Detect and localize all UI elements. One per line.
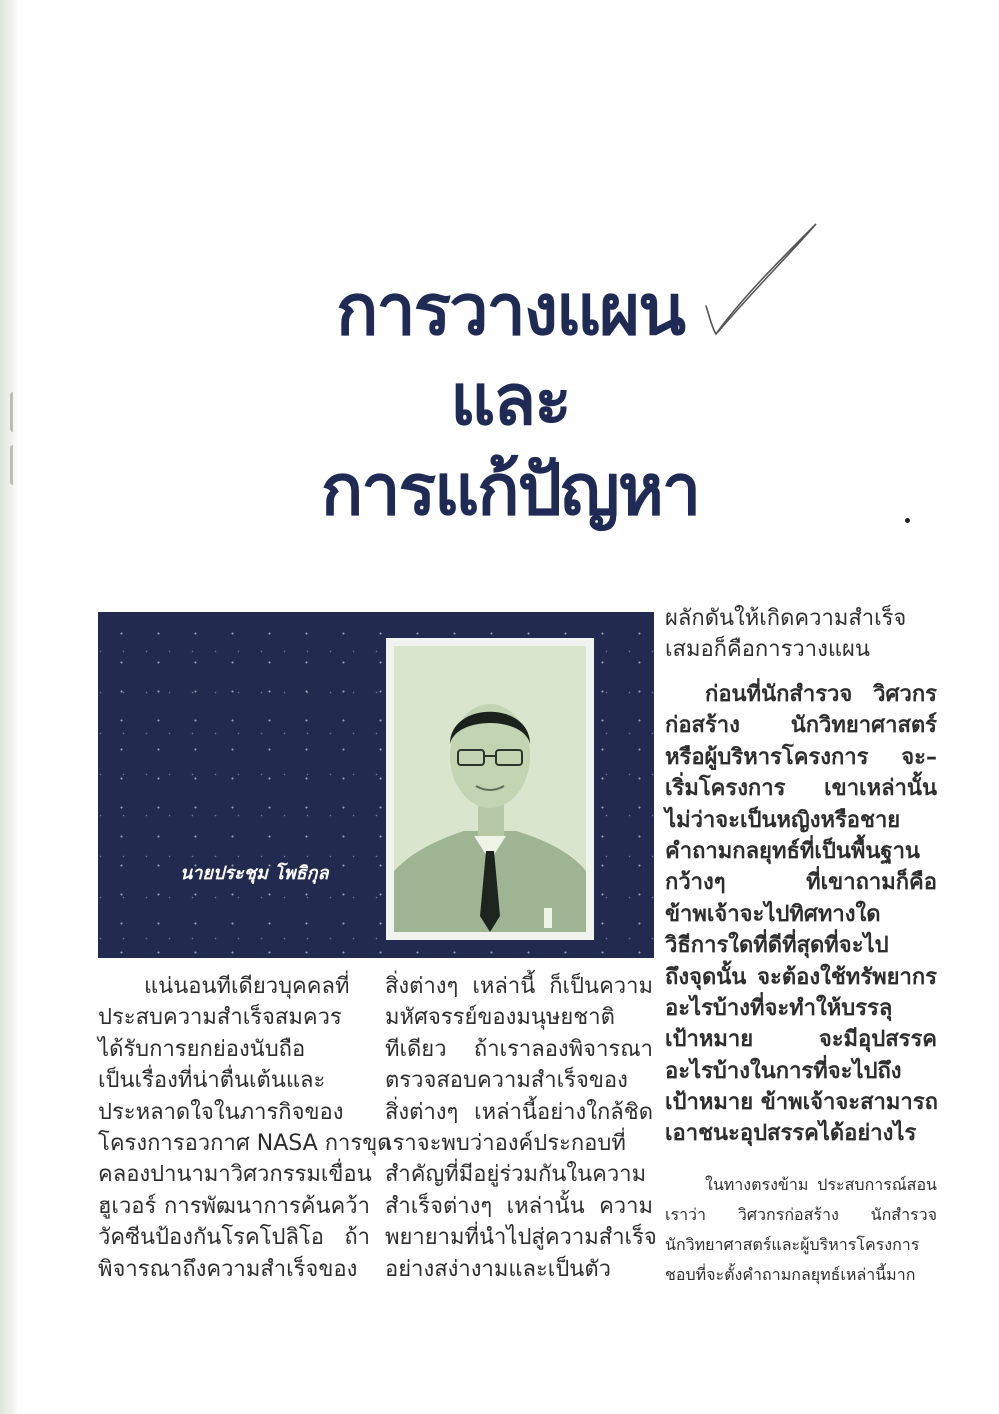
text-line: นักวิทยาศาสตร์และผู้บริหารโครงการ: [665, 1235, 920, 1254]
text-line: ไม่ว่าจะเป็นหญิงหรือชาย: [665, 807, 901, 833]
text-line: วิธีการใดที่ดีที่สุดที่จะไป: [665, 933, 889, 959]
text-line: มหัศจรรย์ของมนุษยชาติ: [385, 1005, 615, 1031]
text-line: อะไรบ้างที่จะทำให้บรรลุ: [665, 995, 893, 1021]
text-line: ถึงจุดนั้น จะต้องใช้ทรัพยากร: [665, 964, 937, 990]
text-line: สำคัญที่มีอยู่ร่วมกันในความ: [385, 1162, 647, 1188]
text-line: ก่อนที่นักสำรวจ วิศวกร: [705, 682, 937, 707]
right-column-small-paragraph: [665, 1170, 937, 1290]
text-line: อย่างสง่างามและเป็นตัว: [385, 1256, 611, 1282]
text-line: ข้าพเจ้าจะไปทิศทางใด: [665, 901, 881, 927]
text-line: ตรวจสอบความสำเร็จของ: [385, 1068, 628, 1094]
text-line: ประสบความสำเร็จสมควร: [98, 1005, 342, 1031]
text-line: แน่นอนทีเดียวบุคคลที่: [144, 974, 350, 999]
staple-mark: [10, 445, 23, 485]
handwritten-checkmark: [690, 210, 830, 350]
title-line-2: และ: [450, 359, 570, 441]
title-line-1: การวางแผน: [335, 269, 685, 351]
text-line: เริ่มโครงการ เขาเหล่านั้น: [665, 776, 937, 802]
text-line: เสมอก็คือการวางแผน: [665, 637, 870, 663]
text-line: สำเร็จต่างๆ เหล่านั้น ความ: [385, 1193, 653, 1219]
ink-dot: [905, 518, 910, 523]
text-line: ก่อสร้าง นักวิทยาศาสตร์: [665, 713, 937, 739]
text-line: หรือผู้บริหารโครงการ จะ–: [665, 744, 937, 770]
text-line: คลองปานามาวิศวกรรมเขื่อน: [98, 1162, 372, 1188]
text-line: สิ่งต่างๆ เหล่านี้อย่างใกล้ชิด: [385, 1099, 653, 1125]
text-line: ชอบที่จะตั้งคำถามกลยุทธ์เหล่านี้มาก: [665, 1265, 916, 1284]
right-column-intro: [665, 603, 937, 666]
text-line: สิ่งต่างๆ เหล่านี้ ก็เป็นความ: [385, 974, 653, 999]
text-line: ประหลาดใจในภารกิจของ: [98, 1099, 344, 1125]
text-line: โครงการอวกาศ NASA การขุด: [98, 1130, 392, 1156]
middle-column: [385, 971, 657, 1285]
text-line: เอาชนะอุปสรรคได้อย่างไร: [665, 1121, 917, 1147]
text-line: ในทางตรงข้าม ประสบการณ์สอน: [705, 1175, 937, 1194]
text-line: เราว่า วิศวกรก่อสร้าง นักสำรวจ: [665, 1205, 937, 1224]
text-line: เป็นเรื่องที่น่าตื่นเต้นและ: [98, 1068, 326, 1094]
text-line: พิจารณาถึงความสำเร็จของ: [98, 1256, 358, 1282]
right-column-bold-paragraph: [665, 679, 937, 1150]
title-line-3: การแก้ปัญหา: [320, 449, 700, 531]
text-line: ได้รับการยกย่องนับถือ: [98, 1036, 306, 1062]
author-photo: [394, 646, 586, 932]
text-line: อะไรบ้างในการที่จะไปถึง: [665, 1058, 902, 1084]
author-photo-frame: [386, 638, 594, 940]
article-title: [290, 265, 730, 535]
page-binding-edge: [0, 0, 18, 1414]
text-line: พยายามที่นำไปสู่ความสำเร็จ: [385, 1225, 657, 1251]
text-line: เราจะพบว่าองค์ประกอบที่: [385, 1130, 626, 1156]
portrait-illustration: [394, 646, 586, 932]
text-line: ผลักดันให้เกิดความสำเร็จ: [665, 606, 907, 631]
text-line: เป้าหมาย จะมีอุปสรรค: [665, 1027, 937, 1053]
text-line: ทีเดียว ถ้าเราลองพิจารณา: [385, 1036, 653, 1062]
text-line: ฮูเวอร์ การพัฒนาการค้นคว้า: [98, 1193, 370, 1219]
text-line: วัคซีนป้องกันโรคโปลิโอ ถ้า: [98, 1225, 370, 1251]
text-line: คำถามกลยุทธ์ที่เป็นพื้นฐาน: [665, 838, 920, 864]
left-column: [98, 971, 392, 1285]
author-caption: นายประชุม โพธิกุล: [180, 863, 329, 884]
text-line: เป้าหมาย ข้าพเจ้าจะสามารถ: [665, 1090, 938, 1116]
staple-mark: [10, 392, 23, 432]
text-line: กว้างๆ ที่เขาถามก็คือ: [665, 870, 937, 896]
